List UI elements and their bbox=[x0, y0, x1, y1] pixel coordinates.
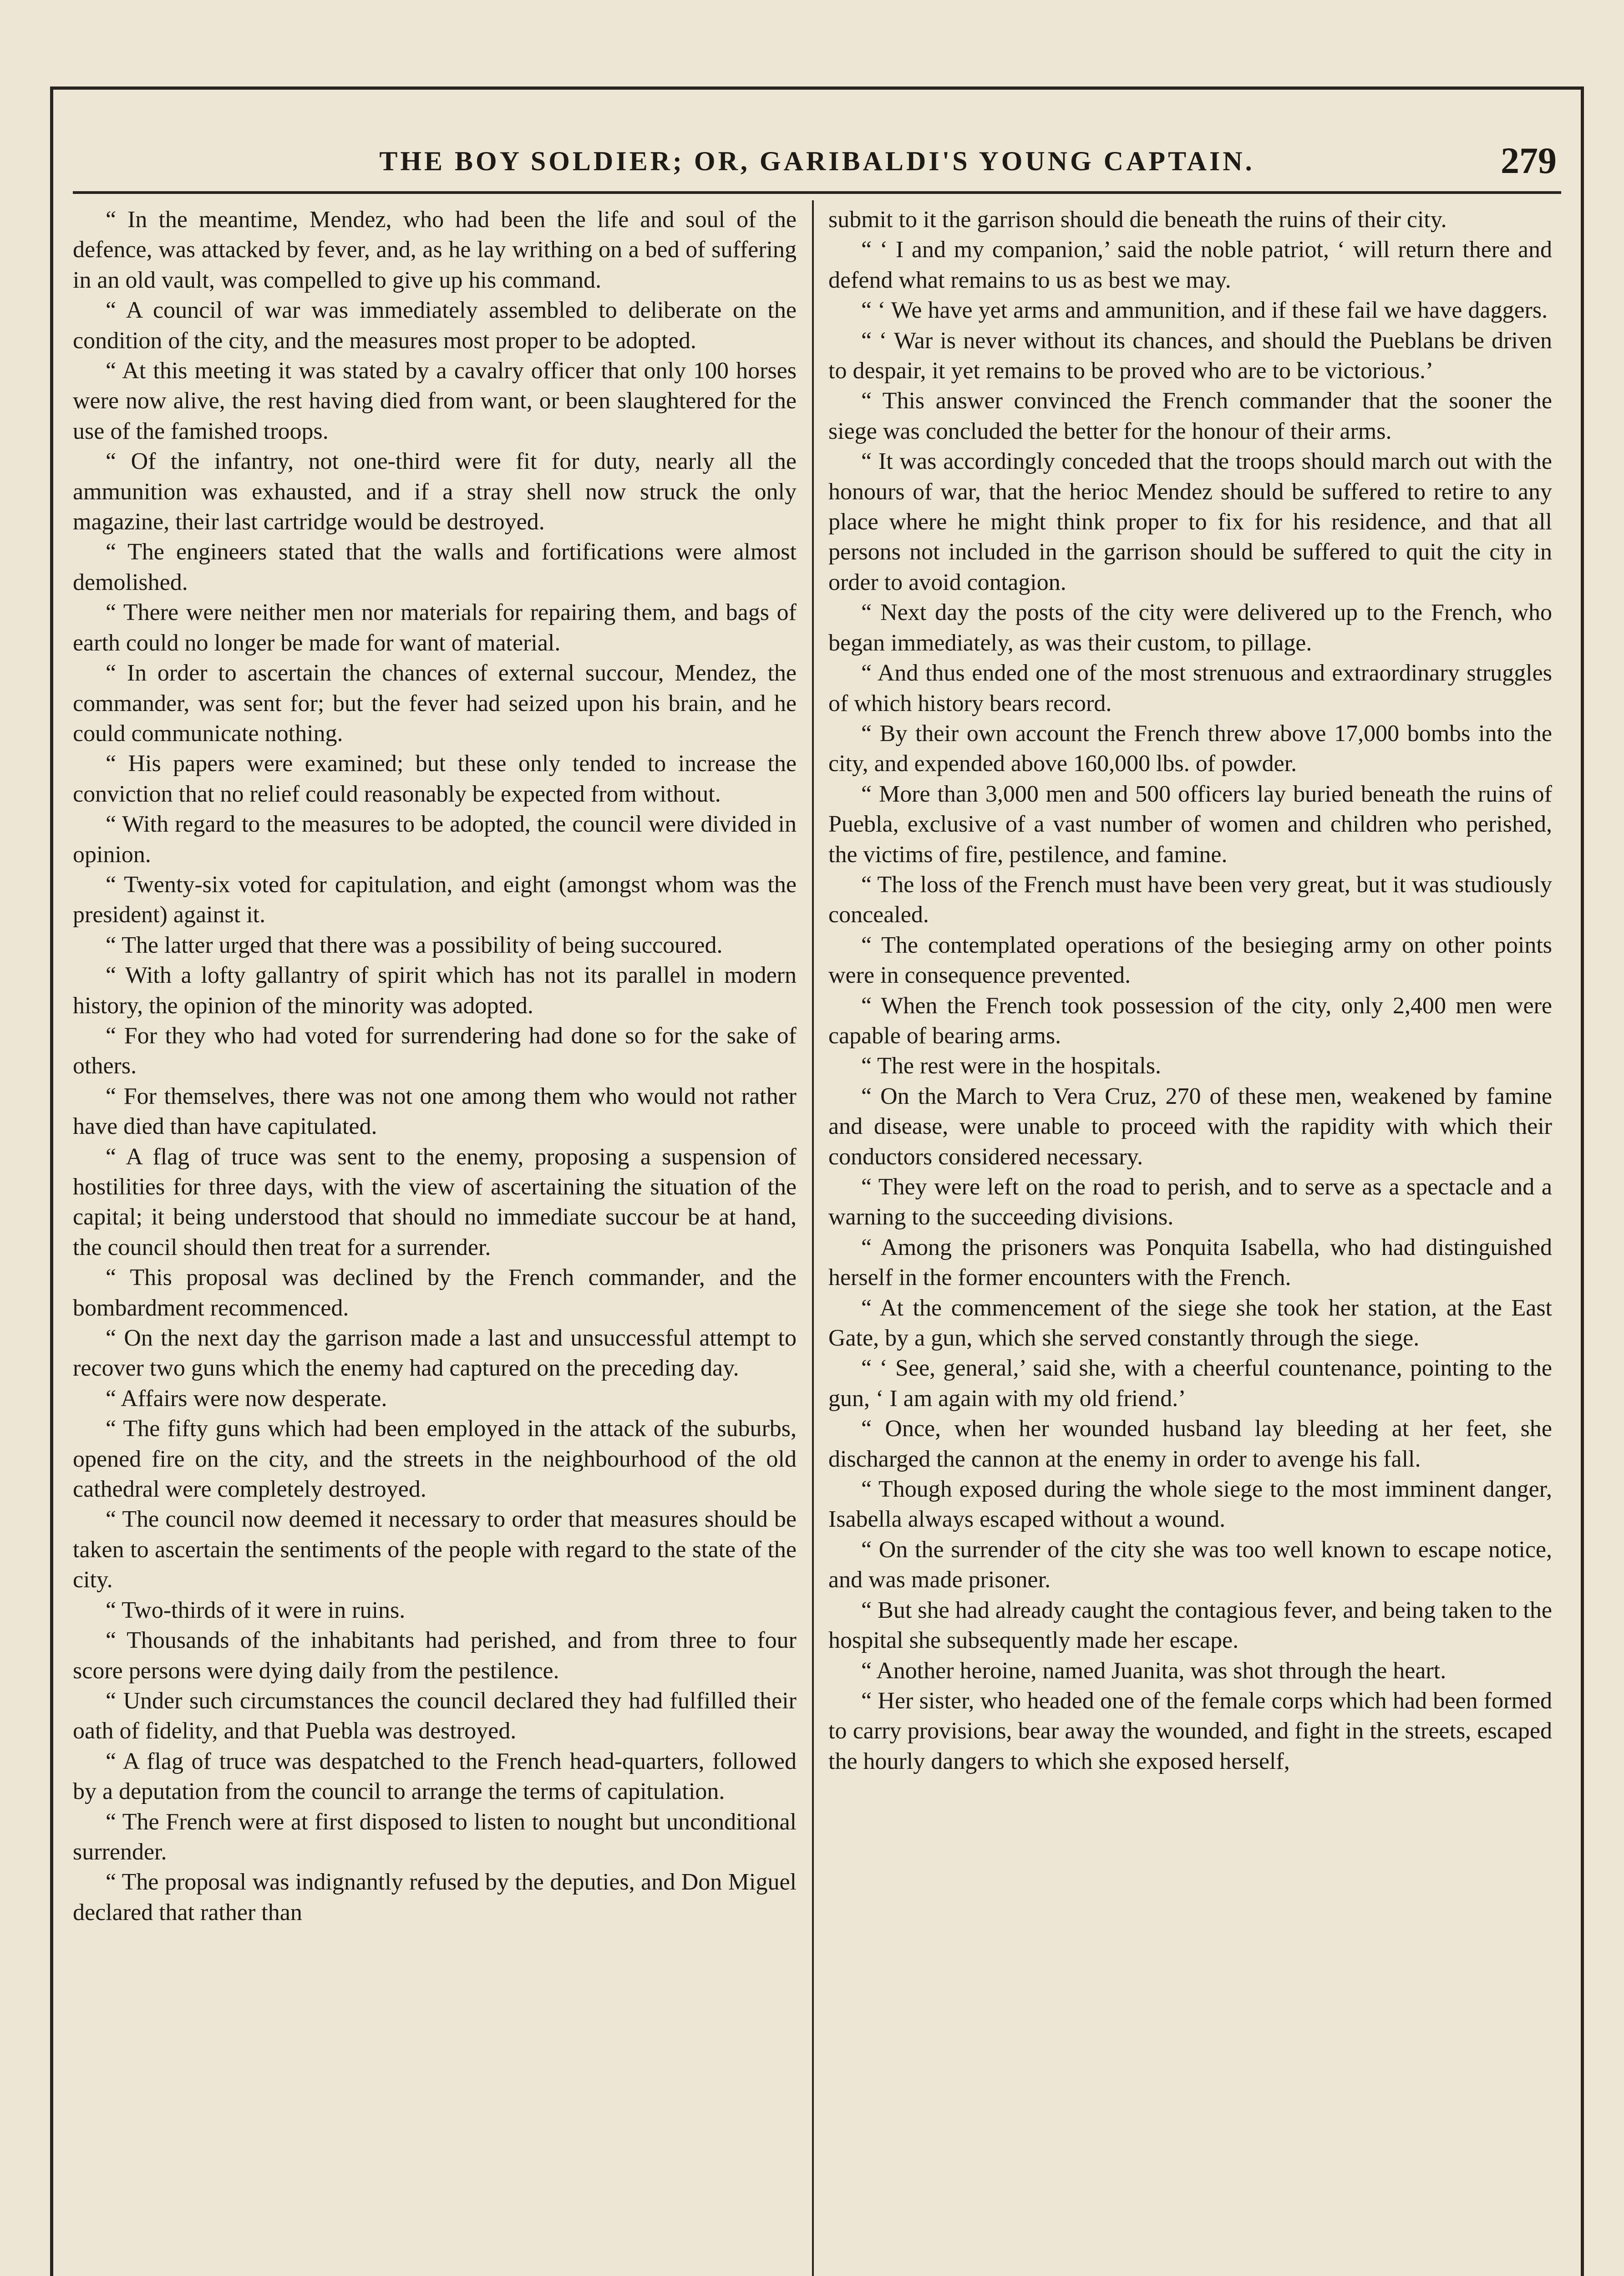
column-divider bbox=[812, 200, 814, 2276]
right-column bbox=[828, 205, 1552, 2276]
paragraph: “ More than 3,000 men and 500 officers lay buried beneath the ruins of Puebla, exclusive of a vast number of women and children who perished, the victims of fire, pestilence, and famine. bbox=[828, 781, 1552, 868]
paragraph: “ A flag of truce was despatched to the French head-quarters, followed by a deputation from the council to arrange the terms of capitulation. bbox=[73, 1748, 797, 1805]
paragraph: “ And thus ended one of the most strenuous and extraordinary struggles of which history bears record. bbox=[828, 660, 1552, 716]
paragraph: “ For themselves, there was not one among them who would not rather have died than have capitulated. bbox=[73, 1083, 797, 1140]
paragraph: “ In the meantime, Mendez, who had been the life and soul of the defence, was attacked by fever, and, as he lay writhing on a bed of suffering in an old vault, was compelled to give up his command. bbox=[73, 207, 797, 293]
paragraph: “ This answer convinced the French commander that the sooner the siege was concluded the better for the honour of their arms. bbox=[828, 388, 1552, 444]
paragraph: “ The French were at first disposed to listen to nought but unconditional surrender. bbox=[73, 1809, 797, 1865]
paragraph: “ At the commencement of the siege she took her station, at the East Gate, by a gun, which she served constantly through the siege. bbox=[828, 1295, 1552, 1351]
left-column bbox=[73, 205, 797, 2276]
paragraph: “ The engineers stated that the walls and fortifications were almost demolished. bbox=[73, 539, 797, 595]
paragraph: “ On the surrender of the city she was too well known to escape notice, and was made prisoner. bbox=[828, 1536, 1552, 1593]
paragraph: “ They were left on the road to perish, and to serve as a spectacle and a warning to the succeeding divisions. bbox=[828, 1174, 1552, 1230]
paragraph: “ The proposal was indignantly refused by the deputies, and Don Miguel declared that rather than bbox=[73, 1869, 797, 1925]
paragraph: “ For they who had voted for surrendering had done so for the sake of others. bbox=[73, 1022, 797, 1079]
paragraph: “ There were neither men nor materials for repairing them, and bags of earth could no longer be made for want of material. bbox=[73, 599, 797, 656]
paragraph: “ The loss of the French must have been very great, but it was studiously concealed. bbox=[828, 871, 1552, 928]
paragraph: “ The rest were in the hospitals. bbox=[861, 1053, 1161, 1079]
header-rule bbox=[73, 191, 1561, 194]
paragraph: “ Among the prisoners was Ponquita Isabella, who had distinguished herself in the former encounters with the French. bbox=[828, 1234, 1552, 1291]
paragraph: “ On the next day the garrison made a last and unsuccessful attempt to recover two guns which the enemy had captured on the preceding day. bbox=[73, 1325, 797, 1382]
paragraph: “ ‘ See, general,’ said she, with a cheerful countenance, pointing to the gun, ‘ I am again with my old friend.’ bbox=[828, 1355, 1552, 1412]
paragraph: “ Though exposed during the whole siege to the most imminent danger, Isabella always escaped without a wound. bbox=[828, 1476, 1552, 1533]
paragraph: “ In order to ascertain the chances of external succour, Mendez, the commander, was sent for; but the fever had seized upon his brain, and he could communicate nothing. bbox=[73, 660, 797, 747]
paragraph: “ The contemplated operations of the besieging army on other points were in consequence prevented. bbox=[828, 932, 1552, 989]
paragraph: “ A flag of truce was sent to the enemy, proposing a suspension of hostilities for three days, with the view of ascertaining the situation of the capital; it being understood that should no immediate succour be at hand, the council should then treat for a surrender. bbox=[73, 1143, 797, 1260]
paragraph: “ Once, when her wounded husband lay bleeding at her feet, she discharged the cannon at the enemy in order to avenge his fall. bbox=[828, 1416, 1552, 1472]
paragraph: “ With a lofty gallantry of spirit which has not its parallel in modern history, the opinion of the minority was adopted. bbox=[73, 962, 797, 1019]
paragraph: “ A council of war was immediately assembled to deliberate on the condition of the city, and the measures most proper to be adopted. bbox=[73, 297, 797, 354]
paragraph: “ Thousands of the inhabitants had perished, and from three to four score persons were dying daily from the pestilence. bbox=[73, 1627, 797, 1684]
page-number: 279 bbox=[1501, 140, 1557, 181]
paragraph: submit to it the garrison should die beneath the ruins of their city. bbox=[828, 207, 1447, 233]
paragraph: “ Another heroine, named Juanita, was shot through the heart. bbox=[861, 1657, 1446, 1684]
paragraph: “ Her sister, who headed one of the female corps which had been formed to carry provisions, bear away the wounded, and fight in the streets, escaped the hourly dangers to which she exposed herself, bbox=[828, 1687, 1552, 1774]
paragraph: “ Affairs were now desperate. bbox=[106, 1385, 387, 1412]
paragraph: “ Under such circumstances the council declared they had fulfilled their oath of fidelity, and that Puebla was destroyed. bbox=[73, 1687, 797, 1744]
paragraph: “ By their own account the French threw above 17,000 bombs into the city, and expended above 160,000 lbs. of powder. bbox=[828, 720, 1552, 777]
running-title: THE BOY SOLDIER; OR, GARIBALDI'S YOUNG CAPTAIN. bbox=[379, 146, 1255, 176]
paragraph: “ Of the infantry, not one-third were fit for duty, nearly all the ammunition was exhausted, and if a stray shell now struck the only magazine, their last cartridge would be destroyed. bbox=[73, 448, 797, 535]
paragraph: “ At this meeting it was stated by a cavalry officer that only 100 horses were now alive, the rest having died from want, or been slaughtered for the use of the famished troops. bbox=[73, 358, 797, 444]
paragraph: “ It was accordingly conceded that the troops should march out with the honours of war, that the herioc Mendez should be suffered to retire to any place where he might think proper to fix for his residence, and that all persons not included in the garrison should be suffered to quit the city in order to avoid contagion. bbox=[828, 448, 1552, 595]
paragraph: “ Twenty-six voted for capitulation, and eight (amongst whom was the president) against it. bbox=[73, 871, 797, 928]
paragraph: “ When the French took possession of the city, only 2,400 men were capable of bearing arms. bbox=[828, 992, 1552, 1049]
paragraph: “ ‘ War is never without its chances, and should the Pueblans be driven to despair, it yet remains to be proved who are to be victorious.’ bbox=[828, 327, 1552, 384]
paragraph: “ The council now deemed it necessary to order that measures should be taken to ascertain the sentiments of the people with regard to the state of the city. bbox=[73, 1506, 797, 1593]
paragraph: “ With regard to the measures to be adopted, the council were divided in opinion. bbox=[73, 811, 797, 868]
paragraph: “ Two-thirds of it were in ruins. bbox=[106, 1597, 406, 1623]
running-head bbox=[50, 137, 1584, 196]
paragraph: “ His papers were examined; but these only tended to increase the conviction that no relief could reasonably be expected from without. bbox=[73, 751, 797, 807]
paragraph: “ This proposal was declined by the French commander, and the bombardment recommenced. bbox=[73, 1265, 797, 1321]
paragraph: “ ‘ I and my companion,’ said the noble patriot, ‘ will return there and defend what remains to us as best we may. bbox=[828, 237, 1552, 293]
paragraph: “ ‘ We have yet arms and ammunition, and if these fail we have daggers. bbox=[861, 297, 1548, 324]
paragraph: “ On the March to Vera Cruz, 270 of these men, weakened by famine and disease, were unable to proceed with the rapidity with which their conductors considered necessary. bbox=[828, 1083, 1552, 1170]
paragraph: “ The latter urged that there was a possibility of being succoured. bbox=[106, 932, 723, 958]
paragraph: “ But she had already caught the contagious fever, and being taken to the hospital she subsequently made her escape. bbox=[828, 1597, 1552, 1654]
paragraph: “ Next day the posts of the city were delivered up to the French, who began immediately, as was their custom, to pillage. bbox=[828, 599, 1552, 656]
paragraph: “ The fifty guns which had been employed in the attack of the suburbs, opened fire on the city, and the streets in the neighbourhood of the old cathedral were completely destroyed. bbox=[73, 1416, 797, 1503]
